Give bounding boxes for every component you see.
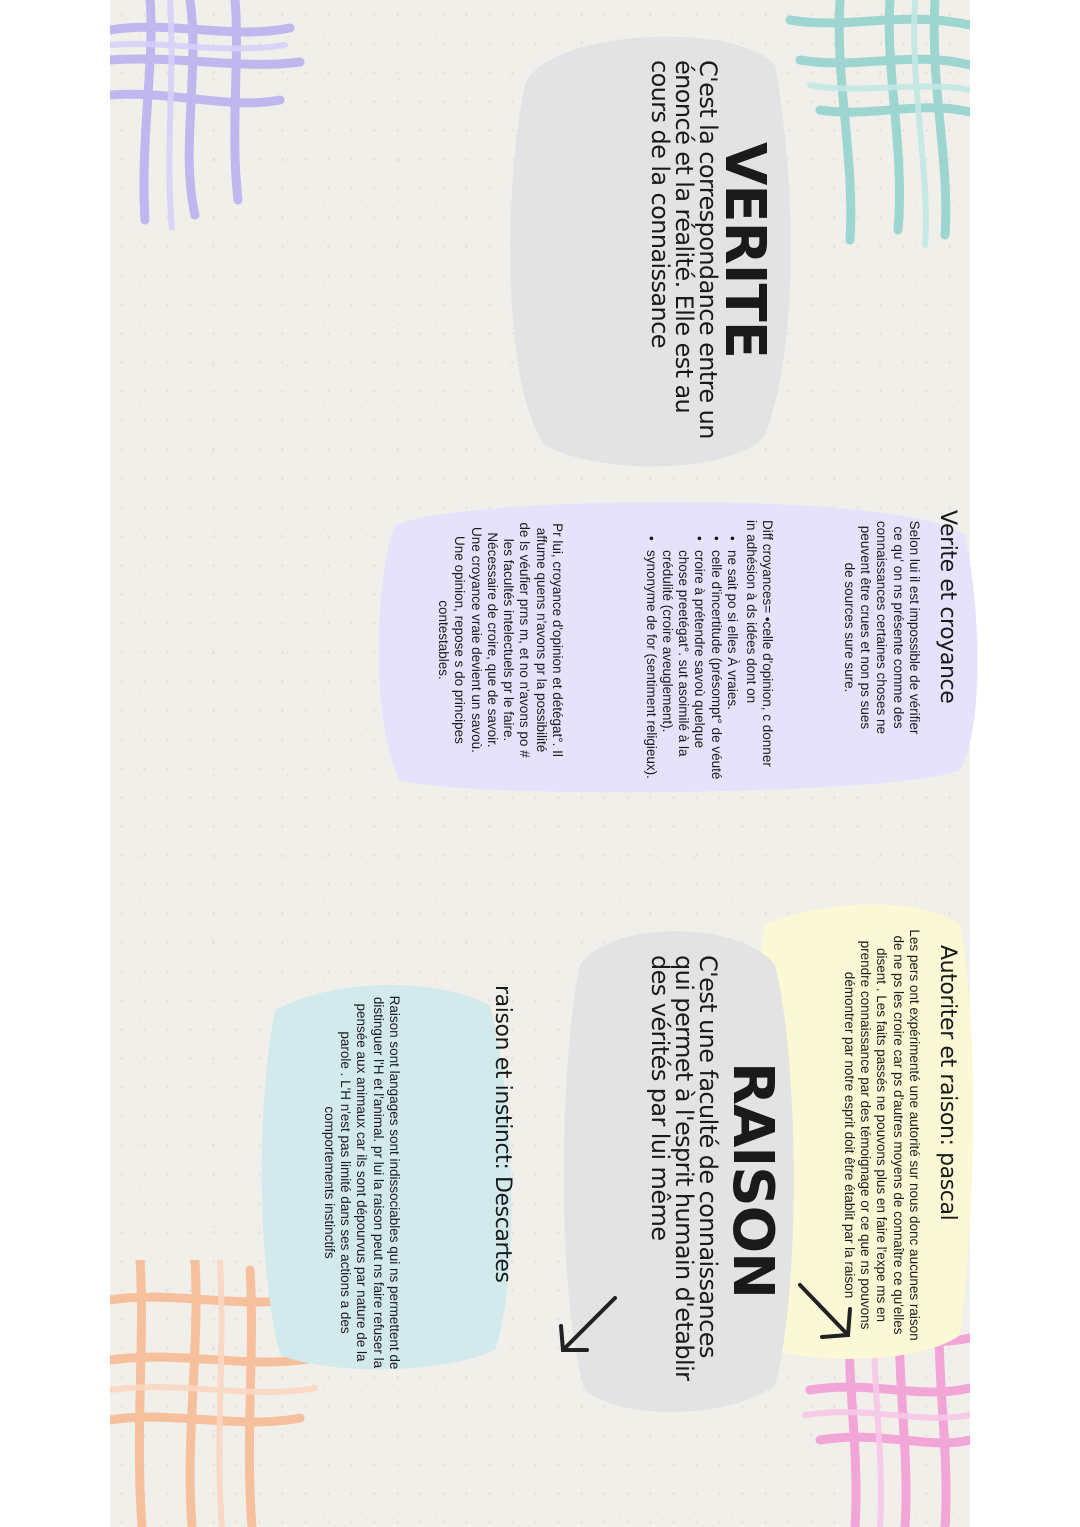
autorite-body: Les pers ont expérimenté une autorité sur nous donc aucunes raison de ne ps les croire car ps d'autres moyens de connaître ce qu'elles disent . Les faits passés ne pouvons plus en faire l'expe ms en prendre connaissance par des témoignage or ce que ns pouvons démontrer par notre esprit doit être établit par la raison <box>841 929 922 1341</box>
verite-title: VERITE <box>712 141 777 358</box>
instinct-body: Raison sont langages sont indissociables qui ns permettent de distinguer l'H et l'animal. pr lui la raison peut ns faire refuser la pensée aux animaux car ils sont dépourvus par nature de la parole . L'H n'est pas limité dans ses actions a des comportements instinctifs <box>321 995 402 1370</box>
bullet-item: • celle d'incertitude (présompt° de véuté <box>707 550 723 785</box>
verite-croyance-diff: Diff croyances= •celle d'opinion, c donner in adhésion à ds idées dont on <box>743 520 775 767</box>
bullet-item: • croire à prétendre savoù quelque chose preetégat°. sut asoimilé à la crédulité (croire aveuglement). <box>659 550 708 785</box>
raison-title: RAISON <box>720 1061 785 1299</box>
raison-definition: C'est une faculté de connaissances qui permet à l'esprit humain d'etablir des vérités par lui même <box>646 955 722 1381</box>
autorite-heading: Autoriter et raison: pascal <box>935 945 960 1221</box>
rotated-sheet <box>110 0 970 1527</box>
verite-croyance-heading: Verite et croyance <box>935 510 960 704</box>
verite-croyance-closing: Pr lui, croyance d'opinion et détégat°. Il affume quens n'avons pr la possibilité de ls véufier prns m, et no n'avons po # les facultés intelectuels pr le faire. Nécessaire de croire, que de savoir. Une croyance vraie devient un savoù. Une opinion, repose s do principes contestables. <box>435 522 565 758</box>
verite-croyance-intro: Selon lui il est impossible de vérifier ce qu' on ns présente comme des connaissances certaines choses ne peuvent être crues et non ps sues de sources sure sure. <box>841 520 922 735</box>
instinct-heading: raison et instinct: Descartes <box>490 985 515 1283</box>
bullet-item: • ne sait po si elles À vraies. <box>724 550 740 785</box>
arrow-to-instinct-icon <box>545 1290 625 1370</box>
verite-definition: C'est la correspondance entre un énoncé et la réalité. Elle est au cours de la connaissance <box>646 60 722 439</box>
bullet-item: • synonyme de for (sentiment religieux). <box>642 550 658 785</box>
verite-croyance-bullet-list <box>642 536 740 785</box>
